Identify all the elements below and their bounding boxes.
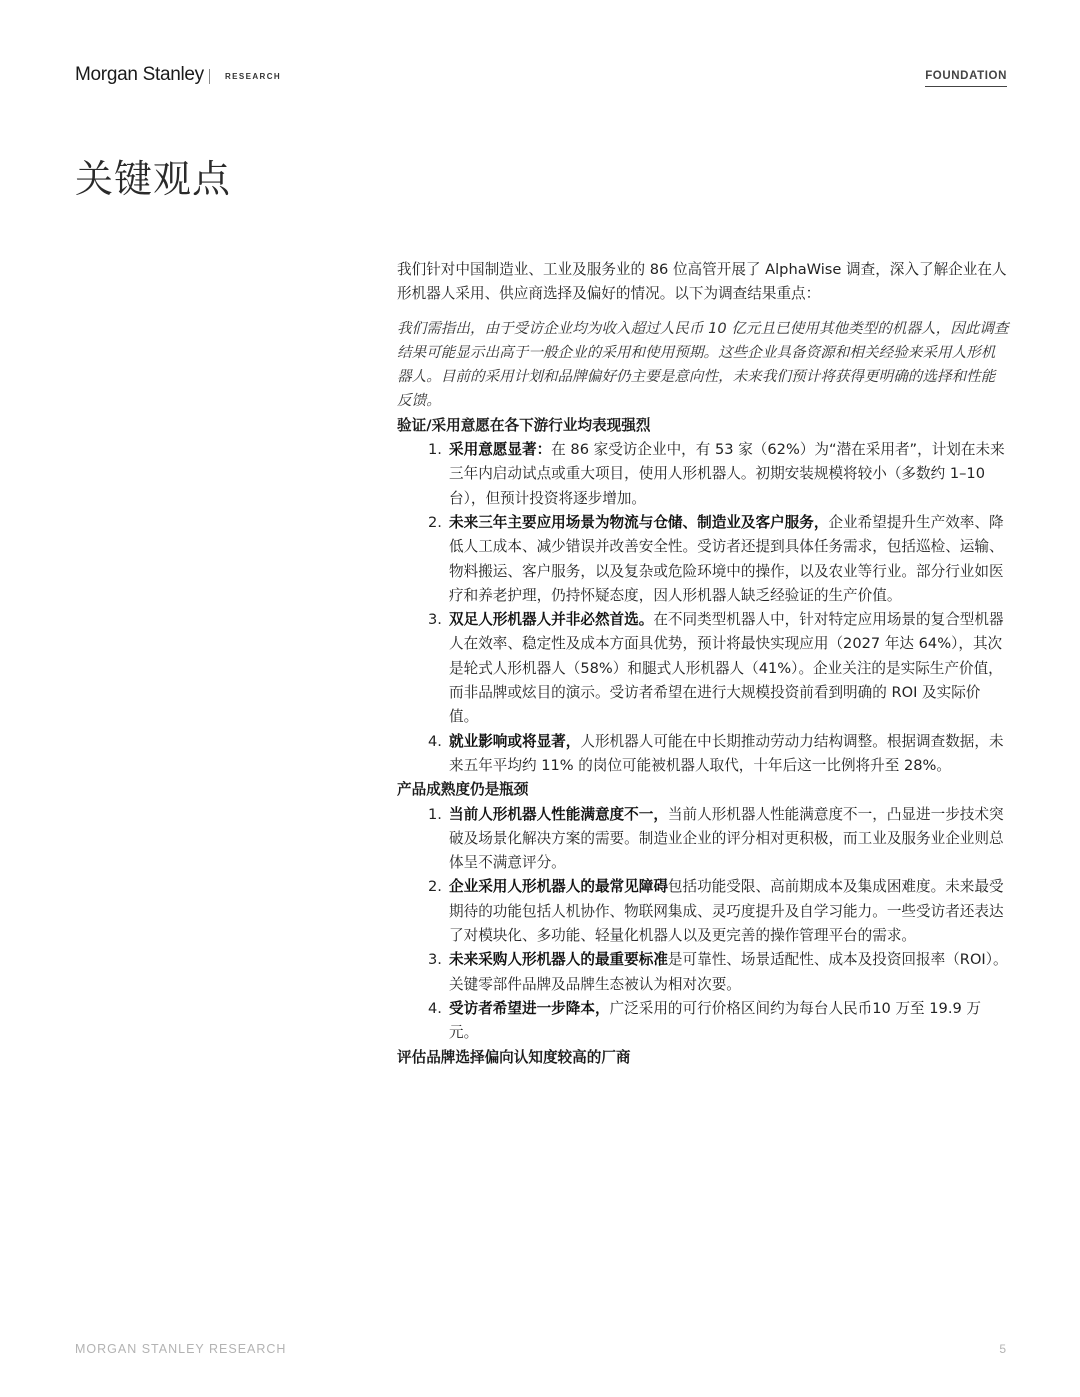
- brand-divider: [209, 69, 210, 84]
- list-number: 2.: [428, 513, 442, 531]
- section-heading-adoption: 验证/采用意愿在各下游行业均表现强烈: [397, 416, 651, 434]
- list-item-text: 当前人形机器人性能满意度不一，凸显进一步技术突破及场景化解决方案的需要。制造业企业的评分相对更积极，而工业及服务业企业则总体呈不满意评分。: [449, 805, 1004, 872]
- list-item-lead: 未来采购人形机器人的最重要标准: [449, 951, 668, 969]
- page-header: [75, 64, 1007, 94]
- list-item-text: 在 86 家受访企业中，有 53 家（62%）为“潜在采用者”，计划在未来三年内启动试点或重大项目，使用人形机器人。初期安装规模将较小（多数约 1–10 台），但预计投资将逐步增加。: [449, 441, 1005, 507]
- list-number: 4.: [428, 732, 442, 750]
- list-item-lead: 未来三年主要应用场景为物流与仓储、制造业及客户服务，: [449, 513, 829, 531]
- list-item: [397, 511, 1009, 608]
- list-number: 1.: [428, 441, 442, 459]
- list-item: [397, 803, 1009, 876]
- maturity-list: [397, 803, 1009, 1046]
- list-item-text: 包括功能受限、高前期成本及集成困难度。未来最受期待的功能包括人机协作、物联网集成、灵巧度提升及自学习能力。一些受访者还表达了对模块化、多功能、轻量化机器人以及更完善的操作管理平台的需求。: [449, 878, 1004, 945]
- list-item: [397, 730, 1009, 779]
- list-number: 4.: [428, 999, 442, 1017]
- list-number: 3.: [428, 951, 442, 969]
- list-item-lead: 当前人形机器人性能满意度不一，: [449, 805, 668, 823]
- section-heading-maturity: 产品成熟度仍是瓶颈: [397, 781, 529, 799]
- list-item-text: 人形机器人可能在中长期推动劳动力结构调整。根据调查数据，未来五年平均约 11% 的岗位可能被机器人取代，十年后这一比例将升至 28%。: [449, 732, 1004, 774]
- page-title: 关键观点: [75, 157, 232, 201]
- list-item-lead: 采用意愿显著：: [449, 441, 552, 459]
- list-item-lead: 受访者希望进一步降本，: [449, 999, 610, 1017]
- list-number: 1.: [428, 805, 442, 823]
- main-content: [397, 258, 1009, 1070]
- list-item-lead: 双足人形机器人并非必然首选。: [449, 611, 654, 629]
- brand-subtitle: RESEARCH: [225, 72, 282, 81]
- list-number: 2.: [428, 878, 442, 896]
- list-item: [397, 608, 1009, 729]
- note-paragraph: 我们需指出，由于受访企业均为收入超过人民币 10 亿元且已使用其他类型的机器人，因此调查结果可能显示出高于一般企业的采用和使用预期。这些企业具备资源和相关经验来采用人形机器人。目前的采用计划和品牌偏好仍主要是意向性，未来我们预计将获得更明确的选择和性能反馈。: [397, 319, 1009, 410]
- footer-brand: MORGAN STANLEY RESEARCH: [75, 1342, 287, 1356]
- list-item: [397, 948, 1009, 997]
- list-item-text: 广泛采用的可行价格区间约为每台人民币10 万至 19.9 万元。: [449, 999, 981, 1042]
- list-number: 3.: [428, 611, 442, 629]
- page-number: 5: [999, 1342, 1006, 1356]
- section-heading-brand: 评估品牌选择偏向认知度较高的厂商: [397, 1048, 631, 1066]
- list-item-lead: 企业采用人形机器人的最常见障碍: [449, 878, 668, 896]
- list-item-lead: 就业影响或将显著，: [449, 732, 581, 750]
- list-item: [397, 438, 1009, 511]
- list-item-text: 是可靠性、场景适配性、成本及投资回报率（ROI）。关键零部件品牌及品牌生态被认为相对次要。: [449, 951, 1008, 993]
- list-item-text: 在不同类型机器人中，针对特定应用场景的复合型机器人在效率、稳定性及成本方面具优势，预计将最快实现应用（2027 年达 64%），其次是轮式人形机器人（58%）和腿式人形机器人（41%）。企业关注的是实际生产价值，而非品牌或炫目的演示。受访者希望在进行大规模投资前看到明确的 ROI 及实际价值。: [449, 611, 1004, 726]
- list-item: [397, 997, 1009, 1046]
- intro-paragraph: 我们针对中国制造业、工业及服务业的 86 位高管开展了 AlphaWise 调查，深入了解企业在人形机器人采用、供应商选择及偏好的情况。以下为调查结果重点：: [397, 261, 1007, 303]
- list-item: [397, 875, 1009, 948]
- brand-logo: Morgan Stanley: [75, 64, 204, 85]
- list-item-text: 企业希望提升生产效率、降低人工成本、减少错误并改善安全性。受访者还提到具体任务需求，包括巡检、运输、物料搬运、客户服务，以及复杂或危险环境中的操作，以及农业等行业。部分行业如医疗和养老护理，仍持怀疑态度，因人形机器人缺乏经验证的生产价值。: [449, 513, 1004, 604]
- series-label: FOUNDATION: [925, 70, 1007, 87]
- adoption-list: [397, 438, 1009, 778]
